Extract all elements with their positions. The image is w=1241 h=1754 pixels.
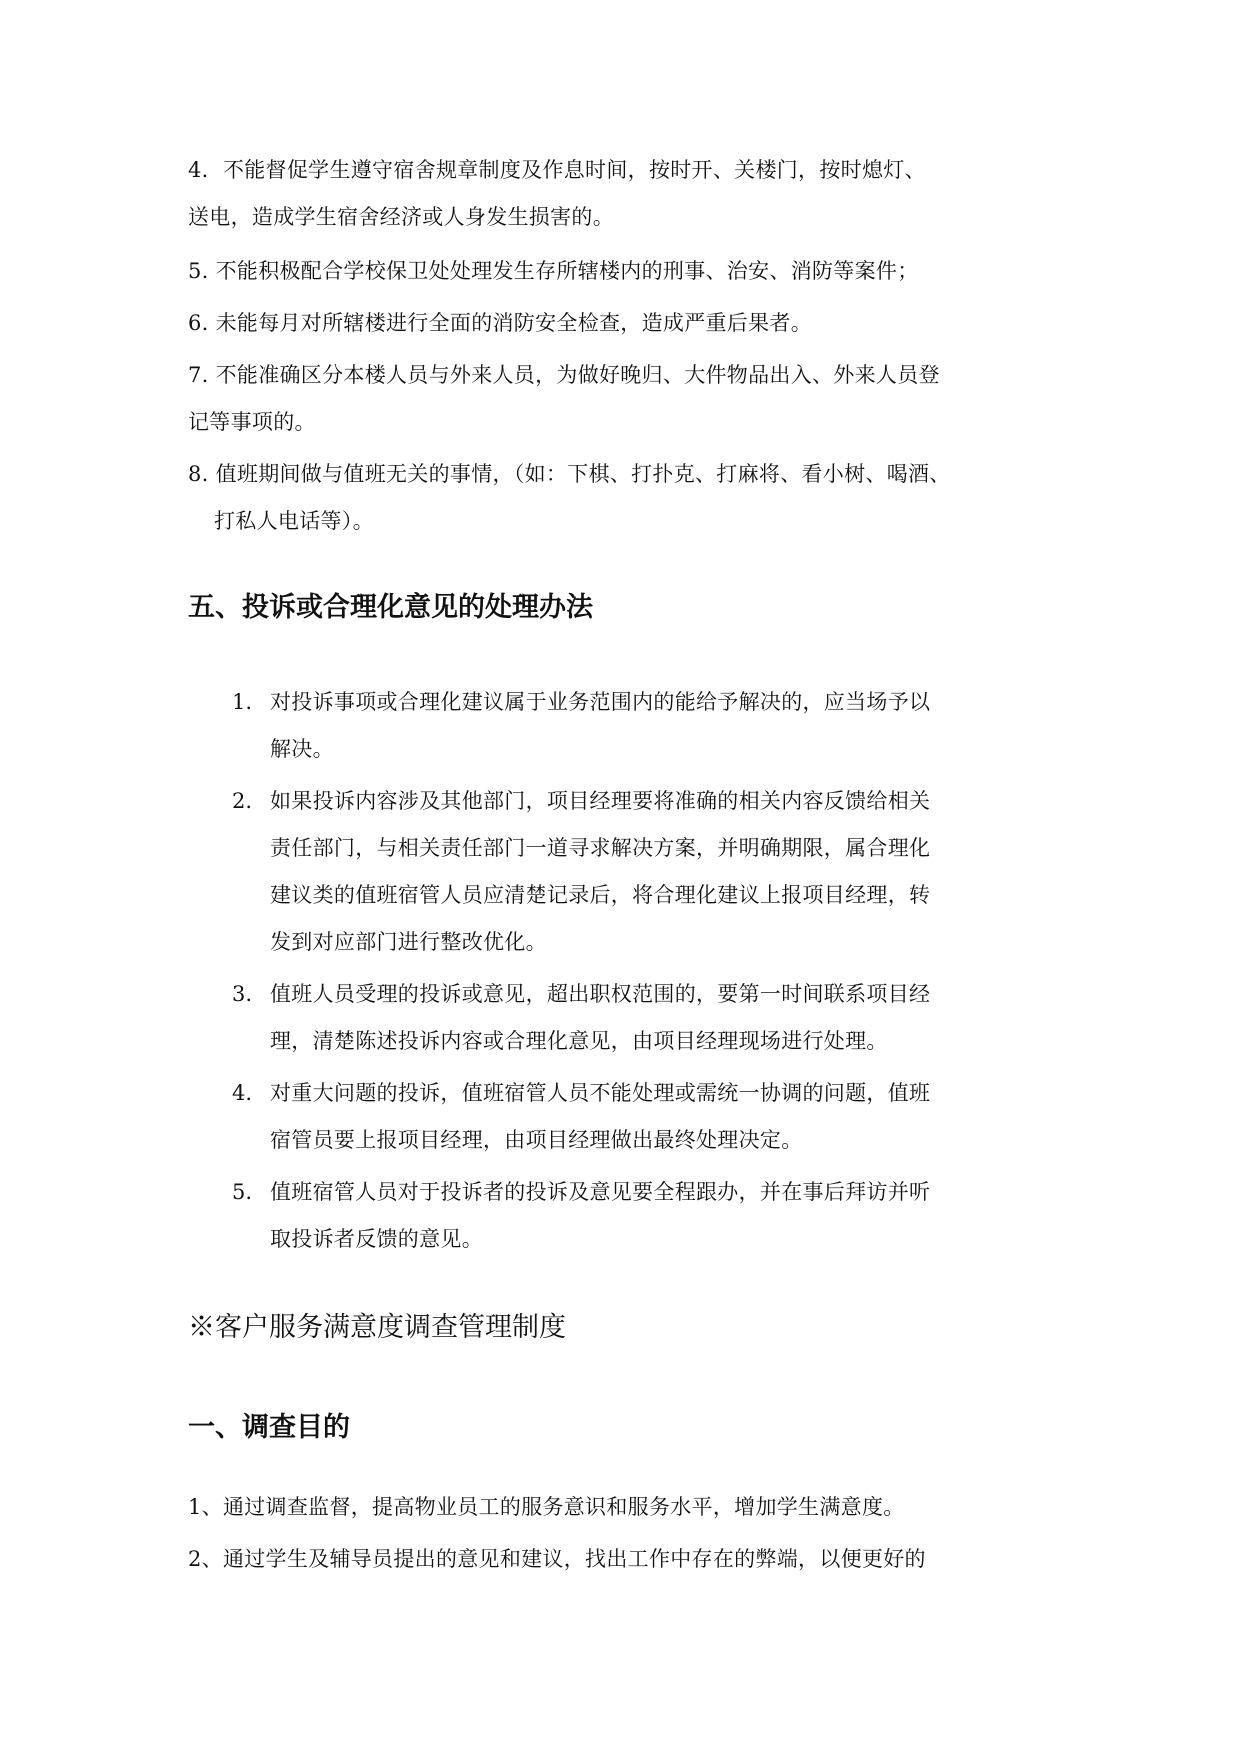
item-8-line-2: 打私人电话等）。: [214, 509, 374, 533]
list-item-2-line-1: 如果投诉内容涉及其他部门，项目经理要将准确的相关内容反馈给相关: [270, 789, 931, 813]
list-item-1-line-2: 解决。: [270, 737, 334, 761]
item-7-line-2: 记等事项的。: [188, 410, 316, 434]
list-item-5-line-1: 值班宿管人员对于投诉者的投诉及意见要全程跟办，并在事后拜访并听: [270, 1180, 931, 1204]
list-item-4-line-1: 对重大问题的投诉，值班宿管人员不能处理或需统一协调的问题，值班: [270, 1081, 931, 1105]
survey-item-1: 1、通过调查监督，提高物业员工的服务意识和服务水平，增加学生满意度。: [188, 1495, 905, 1519]
item-6-line-1: 6. 未能每月对所辖楼进行全面的消防安全检查，造成严重后果者。: [188, 311, 813, 335]
list-number-4: 4.: [232, 1081, 253, 1105]
list-item-2-line-2: 责任部门，与相关责任部门一道寻求解决方案，并明确期限，属合理化: [270, 836, 931, 860]
survey-title: ※客户服务满意度调查管理制度: [188, 1312, 566, 1343]
list-item-2-line-4: 发到对应部门进行整改优化。: [270, 930, 547, 954]
section-5-heading: 五、投诉或合理化意见的处理办法: [188, 592, 593, 623]
list-item-5-line-2: 取投诉者反馈的意见。: [270, 1227, 483, 1251]
item-4-line-1: 4．不能督促学生遵守宿舍规章制度及作息时间，按时开、关楼门，按时熄灯、: [188, 158, 926, 182]
list-number-3: 3.: [232, 982, 253, 1006]
list-number-1: 1.: [232, 690, 253, 714]
list-number-2: 2.: [232, 789, 253, 813]
item-4-line-2: 送电，造成学生宿舍经济或人身发生损害的。: [188, 205, 614, 229]
list-item-3-line-1: 值班人员受理的投诉或意见，超出职权范围的，要第一时间联系项目经: [270, 982, 931, 1006]
item-8-line-1: 8. 值班期间做与值班无关的事情，（如：下棋、打扑克、打麻将、看小树、喝酒、: [188, 462, 951, 486]
survey-section-1-heading: 一、调查目的: [188, 1412, 350, 1443]
list-item-4-line-2: 宿管员要上报项目经理，由项目经理做出最终处理决定。: [270, 1128, 803, 1152]
item-7-line-1: 7. 不能准确区分本楼人员与外来人员，为做好晚归、大件物品出入、外来人员登: [188, 363, 940, 387]
list-item-2-line-3: 建议类的值班宿管人员应清楚记录后，将合理化建议上报项目经理，转: [270, 883, 931, 907]
list-item-1-line-1: 对投诉事项或合理化建议属于业务范围内的能给予解决的，应当场予以: [270, 690, 931, 714]
list-number-5: 5.: [232, 1180, 253, 1204]
survey-item-2: 2、通过学生及辅导员提出的意见和建议，找出工作中存在的弊端，以便更好的: [188, 1547, 926, 1571]
item-5-line-1: 5. 不能积极配合学校保卫处处理发生存所辖楼内的刑事、治安、消防等案件；: [188, 259, 919, 283]
list-item-3-line-2: 理，清楚陈述投诉内容或合理化意见，由项目经理现场进行处理。: [270, 1029, 888, 1053]
